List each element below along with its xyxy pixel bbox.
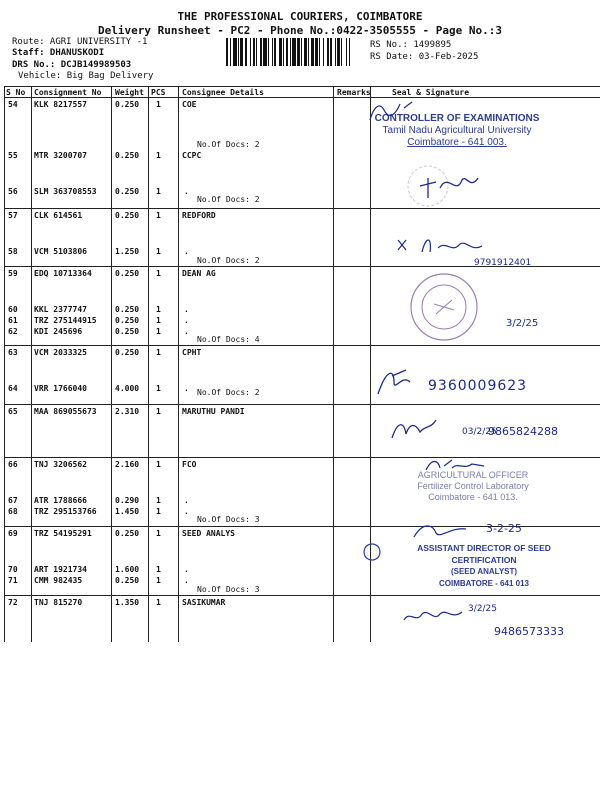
fco-signature-icon bbox=[422, 456, 492, 476]
vehicle-label: Vehicle: Big Bag Delivery bbox=[18, 71, 154, 81]
row-weight: 1.450 bbox=[115, 507, 140, 516]
row-pcs: 1 bbox=[156, 327, 161, 336]
row-pcs: 1 bbox=[156, 305, 161, 314]
barcode bbox=[226, 38, 352, 66]
row-marker: . bbox=[184, 576, 189, 585]
seed-signature-icon bbox=[410, 519, 470, 543]
company-title: THE PROFESSIONAL COURIERS, COIMBATORE bbox=[177, 10, 423, 23]
docs-count: No.Of Docs: 2 bbox=[197, 388, 260, 397]
coe-stamp-line1: CONTROLLER OF EXAMINATIONS bbox=[374, 113, 540, 124]
docs-count: No.Of Docs: 2 bbox=[197, 195, 260, 204]
row-sno: 69 bbox=[8, 529, 18, 538]
row-weight: 1.600 bbox=[115, 565, 140, 574]
maruthu-signature-icon bbox=[388, 414, 448, 444]
row-sno: 68 bbox=[8, 507, 18, 516]
row-sno: 59 bbox=[8, 269, 18, 278]
row-consignment: CMM 982435 bbox=[34, 576, 83, 585]
docs-count: No.Of Docs: 3 bbox=[197, 515, 260, 524]
row-marker: . bbox=[184, 565, 189, 574]
coe-stamp-line3: Coimbatore - 641 003. bbox=[407, 137, 507, 148]
row-consignment: VRR 1766040 bbox=[34, 384, 87, 393]
sasi-phone: 9486573333 bbox=[494, 625, 564, 638]
ccpc-signature-icon bbox=[400, 160, 510, 210]
col-seal: Seal & Signature bbox=[392, 88, 470, 97]
grid-line bbox=[148, 86, 149, 642]
docs-count: No.Of Docs: 3 bbox=[197, 585, 260, 594]
consignee-name: FCO bbox=[182, 460, 197, 469]
row-weight: 0.250 bbox=[115, 187, 140, 196]
fco-stamp-line3: Coimbatore - 641 013. bbox=[428, 492, 518, 502]
row-sno: 60 bbox=[8, 305, 18, 314]
maruthu-phone: 9865824288 bbox=[488, 425, 558, 438]
coe-stamp-line2: Tamil Nadu Agricultural University bbox=[382, 125, 532, 136]
grid-line bbox=[4, 345, 600, 346]
row-sno: 70 bbox=[8, 565, 18, 574]
maruthu-date: 03/2/25 bbox=[462, 427, 497, 437]
fco-stamp-line2: Fertilizer Control Laboratory bbox=[417, 481, 529, 491]
row-consignment: TRZ 275144915 bbox=[34, 316, 97, 325]
row-weight: 4.000 bbox=[115, 384, 140, 393]
row-weight: 0.250 bbox=[115, 529, 140, 538]
grid-line bbox=[31, 86, 32, 642]
row-sno: 61 bbox=[8, 316, 18, 325]
fco-stamp-line1: AGRICULTURAL OFFICER bbox=[417, 470, 529, 480]
row-pcs: 1 bbox=[156, 316, 161, 325]
row-sno: 65 bbox=[8, 407, 18, 416]
seed-stamp-line2: (SEED ANALYST) bbox=[450, 567, 518, 576]
row-weight: 1.350 bbox=[115, 598, 140, 607]
row-marker: . bbox=[184, 316, 189, 325]
row-consignment: EDQ 10713364 bbox=[34, 269, 92, 278]
row-weight: 0.250 bbox=[115, 316, 140, 325]
row-consignment: VCM 5103806 bbox=[34, 247, 87, 256]
grid-line bbox=[4, 595, 600, 596]
row-pcs: 1 bbox=[156, 407, 161, 416]
row-pcs: 1 bbox=[156, 496, 161, 505]
consignee-name: CPHT bbox=[182, 348, 202, 357]
row-consignment: ATR 1788666 bbox=[34, 496, 87, 505]
coe-signature-icon bbox=[360, 96, 420, 126]
row-pcs: 1 bbox=[156, 529, 161, 538]
grid-line bbox=[4, 97, 600, 98]
row-sno: 58 bbox=[8, 247, 18, 256]
row-pcs: 1 bbox=[156, 247, 161, 256]
row-weight: 0.250 bbox=[115, 348, 140, 357]
row-weight: 0.250 bbox=[115, 100, 140, 109]
cpht-signature-icon bbox=[372, 364, 432, 400]
row-consignment: MTR 3200707 bbox=[34, 151, 87, 160]
row-consignment: MAA 869055673 bbox=[34, 407, 97, 416]
rs-date: RS Date: 03-Feb-2025 bbox=[370, 52, 479, 62]
consignee-name: REDFORD bbox=[182, 211, 216, 220]
row-consignment: TNJ 3206562 bbox=[34, 460, 87, 469]
row-sno: 71 bbox=[8, 576, 18, 585]
row-consignment: SLM 363708553 bbox=[34, 187, 97, 196]
consignee-name: COE bbox=[182, 100, 197, 109]
row-marker: . bbox=[184, 187, 189, 196]
consignee-name: MARUTHU PANDI bbox=[182, 407, 245, 416]
row-consignment: TNJ 815270 bbox=[34, 598, 83, 607]
dean-seal-icon bbox=[400, 270, 496, 344]
row-marker: . bbox=[184, 496, 189, 505]
grid-line bbox=[111, 86, 112, 642]
grid-line bbox=[4, 208, 600, 209]
row-pcs: 1 bbox=[156, 187, 161, 196]
row-sno: 62 bbox=[8, 327, 18, 336]
col-sno: S No bbox=[6, 88, 26, 97]
grid-line bbox=[333, 86, 334, 642]
seed-stamp bbox=[386, 542, 582, 590]
row-marker: . bbox=[184, 305, 189, 314]
consignee-name: SASIKUMAR bbox=[182, 598, 226, 607]
col-consignment: Consignment No bbox=[34, 88, 102, 97]
consignee-name: DEAN AG bbox=[182, 269, 216, 278]
row-sno: 55 bbox=[8, 151, 18, 160]
row-marker: . bbox=[184, 247, 189, 256]
dean-date: 3/2/25 bbox=[506, 318, 539, 329]
row-consignment: TRZ 54195291 bbox=[34, 529, 92, 538]
staff-label: Staff: DHANUSKODI bbox=[12, 48, 105, 58]
row-pcs: 1 bbox=[156, 565, 161, 574]
row-pcs: 1 bbox=[156, 460, 161, 469]
row-pcs: 1 bbox=[156, 598, 161, 607]
row-weight: 0.250 bbox=[115, 305, 140, 314]
docs-count: No.Of Docs: 2 bbox=[197, 140, 260, 149]
grid-line bbox=[178, 86, 179, 642]
row-pcs: 1 bbox=[156, 507, 161, 516]
sasi-signature-icon bbox=[400, 604, 470, 628]
row-consignment: KDI 245696 bbox=[34, 327, 83, 336]
grid-line bbox=[4, 457, 600, 458]
row-pcs: 1 bbox=[156, 151, 161, 160]
row-consignment: KKL 2377747 bbox=[34, 305, 87, 314]
row-pcs: 1 bbox=[156, 348, 161, 357]
redford-phone: 9791912401 bbox=[474, 258, 532, 268]
row-weight: 0.250 bbox=[115, 576, 140, 585]
row-sno: 56 bbox=[8, 187, 18, 196]
row-sno: 66 bbox=[8, 460, 18, 469]
cpht-phone: 9360009623 bbox=[428, 378, 528, 394]
row-pcs: 1 bbox=[156, 576, 161, 585]
row-sno: 63 bbox=[8, 348, 18, 357]
docs-count: No.Of Docs: 2 bbox=[197, 256, 260, 265]
row-weight: 0.250 bbox=[115, 151, 140, 160]
row-sno: 57 bbox=[8, 211, 18, 220]
row-marker: . bbox=[184, 384, 189, 393]
seed-initial-icon bbox=[362, 542, 382, 562]
row-weight: 0.250 bbox=[115, 327, 140, 336]
row-weight: 1.250 bbox=[115, 247, 140, 256]
row-consignment: ART 1921734 bbox=[34, 565, 87, 574]
consignee-name: CCPC bbox=[182, 151, 202, 160]
grid-line bbox=[4, 404, 600, 405]
rs-number: RS No.: 1499895 bbox=[370, 40, 452, 50]
col-pcs: PCS bbox=[151, 88, 166, 97]
row-pcs: 1 bbox=[156, 100, 161, 109]
seed-stamp-line3: COIMBATORE - 641 013 bbox=[439, 579, 529, 588]
drs-number: DRS No.: DCJB149989503 bbox=[12, 60, 132, 70]
row-weight: 2.310 bbox=[115, 407, 140, 416]
row-consignment: TRZ 295153766 bbox=[34, 507, 97, 516]
row-sno: 54 bbox=[8, 100, 18, 109]
docs-count: No.Of Docs: 4 bbox=[197, 335, 260, 344]
col-consignee: Consignee Details bbox=[182, 88, 264, 97]
grid-line bbox=[4, 86, 600, 87]
row-sno: 64 bbox=[8, 384, 18, 393]
consignee-name: SEED ANALYS bbox=[182, 529, 235, 538]
row-marker: . bbox=[184, 507, 189, 516]
route-label: Route: AGRI UNIVERSITY -1 bbox=[12, 37, 148, 47]
row-pcs: 1 bbox=[156, 211, 161, 220]
row-consignment: KLK 8217557 bbox=[34, 100, 87, 109]
row-consignment: VCM 2033325 bbox=[34, 348, 87, 357]
sasi-date: 3/2/25 bbox=[468, 604, 497, 614]
col-weight: Weight bbox=[115, 88, 144, 97]
row-weight: 0.250 bbox=[115, 269, 140, 278]
row-sno: 67 bbox=[8, 496, 18, 505]
row-sno: 72 bbox=[8, 598, 18, 607]
row-consignment: CLK 614561 bbox=[34, 211, 83, 220]
runsheet-subtitle: Delivery Runsheet - PC2 - Phone No.:0422-3505555 - Page No.:3 bbox=[98, 24, 502, 37]
row-marker: . bbox=[184, 327, 189, 336]
row-pcs: 1 bbox=[156, 384, 161, 393]
col-remarks: Remarks bbox=[337, 88, 371, 97]
row-weight: 2.160 bbox=[115, 460, 140, 469]
row-pcs: 1 bbox=[156, 269, 161, 278]
grid-line bbox=[4, 86, 5, 642]
row-weight: 0.290 bbox=[115, 496, 140, 505]
seed-stamp-line1: ASSISTANT DIRECTOR OF SEED CERTIFICATION bbox=[417, 543, 551, 565]
row-weight: 0.250 bbox=[115, 211, 140, 220]
seed-date: 3-2-25 bbox=[486, 522, 522, 535]
